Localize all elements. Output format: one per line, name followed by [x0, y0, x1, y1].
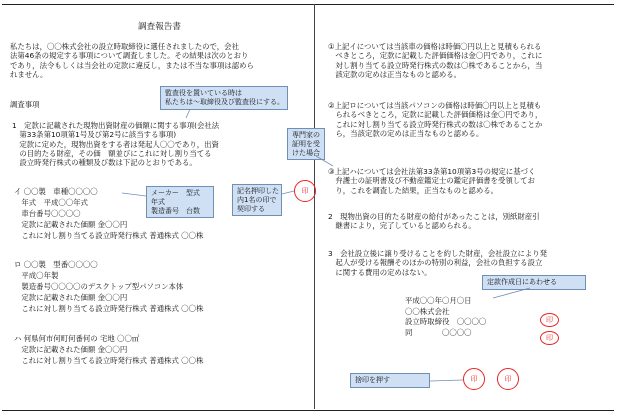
page-divider	[314, 4, 315, 409]
review-3-line: ③上記ハについては会社法第33条第10項第3号の規定に基づく	[328, 167, 536, 176]
maker-callout	[146, 186, 214, 218]
item-ha-line: ハ 何県何市何町何番何の 宅地 〇〇㎡	[14, 334, 140, 343]
signature-block	[405, 296, 486, 339]
item-1-line: の目的たる財産，その価 額並びにこれに対し割り当てる	[12, 148, 212, 158]
document-title: 調査報告書	[138, 22, 181, 32]
item-ha-line: これに対し割り当てる設立時発行株式 普通株式 〇〇株	[14, 356, 204, 366]
intro-paragraph	[10, 42, 254, 79]
discard-seal-stamp: 印	[497, 368, 519, 390]
item-1-line: 設立時発行株式の種類及び数は下記のとおりである。	[12, 158, 197, 167]
callout-line: 年式	[151, 197, 165, 206]
intro-line: 私たちは，〇〇株式会社の設立時取締役に選任されましたので，会社	[10, 42, 239, 51]
review-3-line: り，これを調査した結果，正当なものと認める。	[328, 185, 498, 195]
company-line: 〇〇株式会社	[405, 306, 450, 316]
review-1-block	[328, 42, 542, 79]
intro-line: であり，法令もしくは当会社の定款に違反し，または不当な事項は認めら	[10, 60, 254, 70]
callout-line: 証明を受	[292, 139, 320, 148]
item-ro-line: 定款に記載された価額 金〇〇円	[14, 293, 128, 303]
item-3-line: 起人が受ける報酬そのほかの特別の利益，会社の負担する設立	[328, 258, 543, 268]
sign-callout	[232, 184, 282, 216]
review-1-line: べきところ，定款に記載した評価価格は金〇円であり，これに	[328, 51, 543, 61]
review-2-block	[328, 101, 542, 138]
item-ro-line: 平成〇年製	[14, 271, 59, 281]
item-3-line: に関する費用の定めはない。	[328, 267, 432, 277]
seal-callout: 捨印を押す	[350, 373, 430, 388]
review-2-line: これに対し割り当てる設立時発行株式の数は〇株であることか	[328, 119, 543, 129]
item-ro-line: ロ 〇〇製 型番〇〇〇〇	[14, 260, 98, 269]
review-1-line: 該定款の定めは正当なものと認める。	[328, 69, 462, 79]
discard-seal-stamp: 印	[463, 368, 485, 390]
review-1-line: ①上記イについては当該車の価格は時価〇円以上と見積もられる	[328, 42, 542, 51]
review-2-line: られるべきところ，定款に記載した評価価格は金〇円であり，	[328, 110, 543, 120]
callout-line: 監査役を置いている時は	[165, 89, 242, 97]
review-3-line: 弁護士の証明書及び不動産鑑定士の鑑定評価書を受領してお	[328, 176, 535, 186]
seal-stamp: 印	[294, 180, 316, 202]
callout-line: 製造番号 台数	[151, 206, 200, 215]
item-1-line: 1 定款に記載された現物出資財産の価額に関する事項(会社法	[12, 121, 220, 130]
intro-line: れません。	[10, 69, 48, 79]
callout-line: けた場合	[292, 148, 320, 157]
callout-line: メーカー 型式	[151, 189, 200, 197]
review-3-block	[328, 167, 535, 195]
item-i-line: イ 〇〇製 車種〇〇〇〇	[14, 187, 98, 196]
item-1-line: 第33条第10項第1号及び第2号に該当する事項)	[12, 130, 177, 140]
review-2-line: ②上記ロについては当該パソコンの価格は時価〇円以上と見積も	[328, 101, 542, 110]
item-i-line: 年式 平成〇〇年式	[14, 198, 88, 208]
callout-line: 内1名の印で	[237, 195, 277, 204]
callout-line: 記名押印した	[237, 187, 279, 195]
auditor-callout	[160, 86, 288, 110]
review-1-line: 対し割り当てる設立時発行株式の数は〇株であることから，当	[328, 60, 543, 70]
date-callout: 定款作成日にあわせる	[482, 275, 586, 290]
item-i-line: 車台番号〇〇〇〇	[14, 209, 81, 219]
item-i-line: 定款に記載された価額 金〇〇円	[14, 220, 128, 230]
callout-line: 専門家の	[292, 131, 320, 139]
item-ha-line: 定款に記載された価額 金〇〇円	[14, 345, 128, 355]
callout-line: 契印する	[237, 204, 265, 213]
date-line: 平成〇〇年〇月〇日	[405, 296, 472, 305]
item-1-line: 定款に定めた，現物出資をする者は発起人〇〇であり，出資	[12, 139, 219, 149]
item-1-block	[12, 121, 219, 167]
item-ro-line: これに対し割り当てる設立時発行株式 普通株式 〇〇株	[14, 304, 204, 314]
expert-callout	[287, 128, 325, 160]
second-director-line: 同 〇〇〇〇	[405, 328, 472, 338]
item-ro-block	[14, 259, 203, 315]
callout-line: 私たちは〜取締役及び監査役にする。	[165, 97, 284, 106]
item-i-line: これに対し割り当てる設立時発行株式 普通株式 〇〇株	[14, 231, 204, 241]
item-3-line: 3 会社設立後に譲り受けることを約した財産，会社設立により発	[328, 249, 548, 258]
director-line: 設立時取締役 〇〇〇〇	[405, 317, 487, 327]
director-seal-stamp: 印	[540, 313, 559, 327]
intro-line: 法第46条の規定する事項について調査しました。その結果は次のとおり	[10, 51, 249, 61]
item-2-line: 継書により，完了していると認められる。	[328, 221, 476, 231]
item-3-block	[328, 249, 547, 277]
item-2-block	[328, 212, 540, 231]
review-2-line: ら，当該定款の定めは正当なものと認める。	[328, 128, 484, 138]
item-ro-line: 製造番号〇〇〇〇のデスクトップ型パソコン本体	[14, 282, 184, 292]
item-ha-block	[14, 333, 203, 366]
item-2-line: 2 現物出資の目的たる財産の給付があったことは，別紙財産引	[328, 212, 540, 221]
director-seal-stamp: 印	[540, 331, 559, 345]
section-heading: 調査事項	[10, 100, 40, 109]
